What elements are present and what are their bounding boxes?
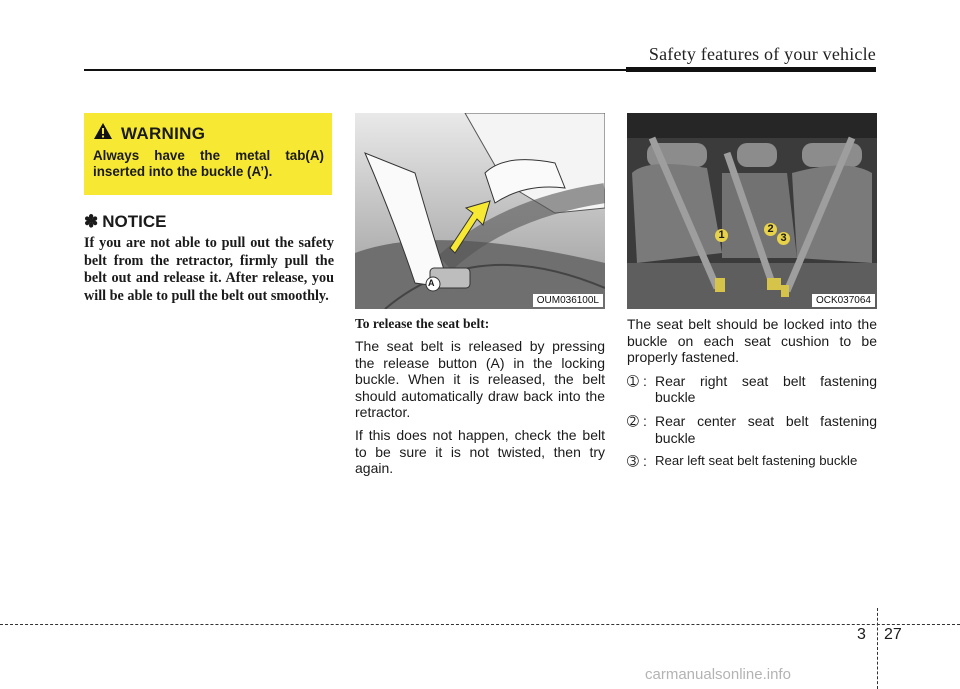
notice-heading xyxy=(84,212,166,232)
footer-divider xyxy=(0,624,960,625)
callout-3: 3 xyxy=(777,232,790,245)
notice-symbol: ✽ xyxy=(84,212,99,231)
warning-box xyxy=(84,113,332,195)
callout-1: 1 xyxy=(715,229,728,242)
legend-separator: : xyxy=(643,372,647,389)
rear-seat-buckles-photo xyxy=(627,113,877,309)
legend-item-rear-right xyxy=(627,373,877,406)
locking-intro: The seat belt should be locked into the buckle on each seat cushion to be properly fastened. xyxy=(627,316,877,366)
chapter-number: 3 xyxy=(857,626,866,643)
notice-text: If you are not able to pull out the safety belt from the retractor, firmly pull the belt out and release it. After release, you will be able to pull the belt out smoothly. xyxy=(84,235,334,304)
locking-section xyxy=(627,316,877,477)
legend-number: ➀ xyxy=(627,372,639,389)
legend-text: Rear right seat belt fastening buckle xyxy=(655,372,877,406)
callout-2: 2 xyxy=(764,223,777,236)
legend-text: Rear left seat belt fastening buckle xyxy=(655,453,858,469)
release-heading: To release the seat belt: xyxy=(355,316,490,331)
legend-separator: : xyxy=(643,412,647,429)
warning-triangle-icon xyxy=(93,122,113,145)
page-number: 27 xyxy=(884,626,902,643)
release-paragraph-2: If this does not happen, check the belt to be sure it is not twisted, then try again. xyxy=(355,426,605,477)
legend-number: ➂ xyxy=(627,453,639,470)
release-section xyxy=(355,316,605,483)
legend-item-rear-left xyxy=(627,453,877,470)
warning-text: Always have the metal tab(A) inserted into the buckle (A’). xyxy=(93,148,324,179)
notice-title: NOTICE xyxy=(102,212,167,231)
footer-page-divider xyxy=(877,608,878,689)
legend-separator: : xyxy=(643,453,647,470)
figure-code: OUM036100L xyxy=(533,294,603,307)
header-divider-accent xyxy=(626,67,876,72)
release-paragraph-1: The seat belt is released by pressing the release button (A) in the locking buckle. When it is released, the belt should automatically draw back into the retractor. xyxy=(355,338,605,421)
callout-a: A xyxy=(428,278,435,288)
warning-title: WARNING xyxy=(121,123,206,143)
legend-number: ➁ xyxy=(627,412,639,429)
section-title: Safety features of your vehicle xyxy=(648,44,876,64)
legend-item-rear-center xyxy=(627,413,877,446)
watermark: carmanualsonline.info xyxy=(645,666,791,683)
belt-release-illustration xyxy=(355,113,605,309)
legend-text: Rear center seat belt fastening buckle xyxy=(655,412,877,446)
figure-code: OCK037064 xyxy=(812,294,875,307)
